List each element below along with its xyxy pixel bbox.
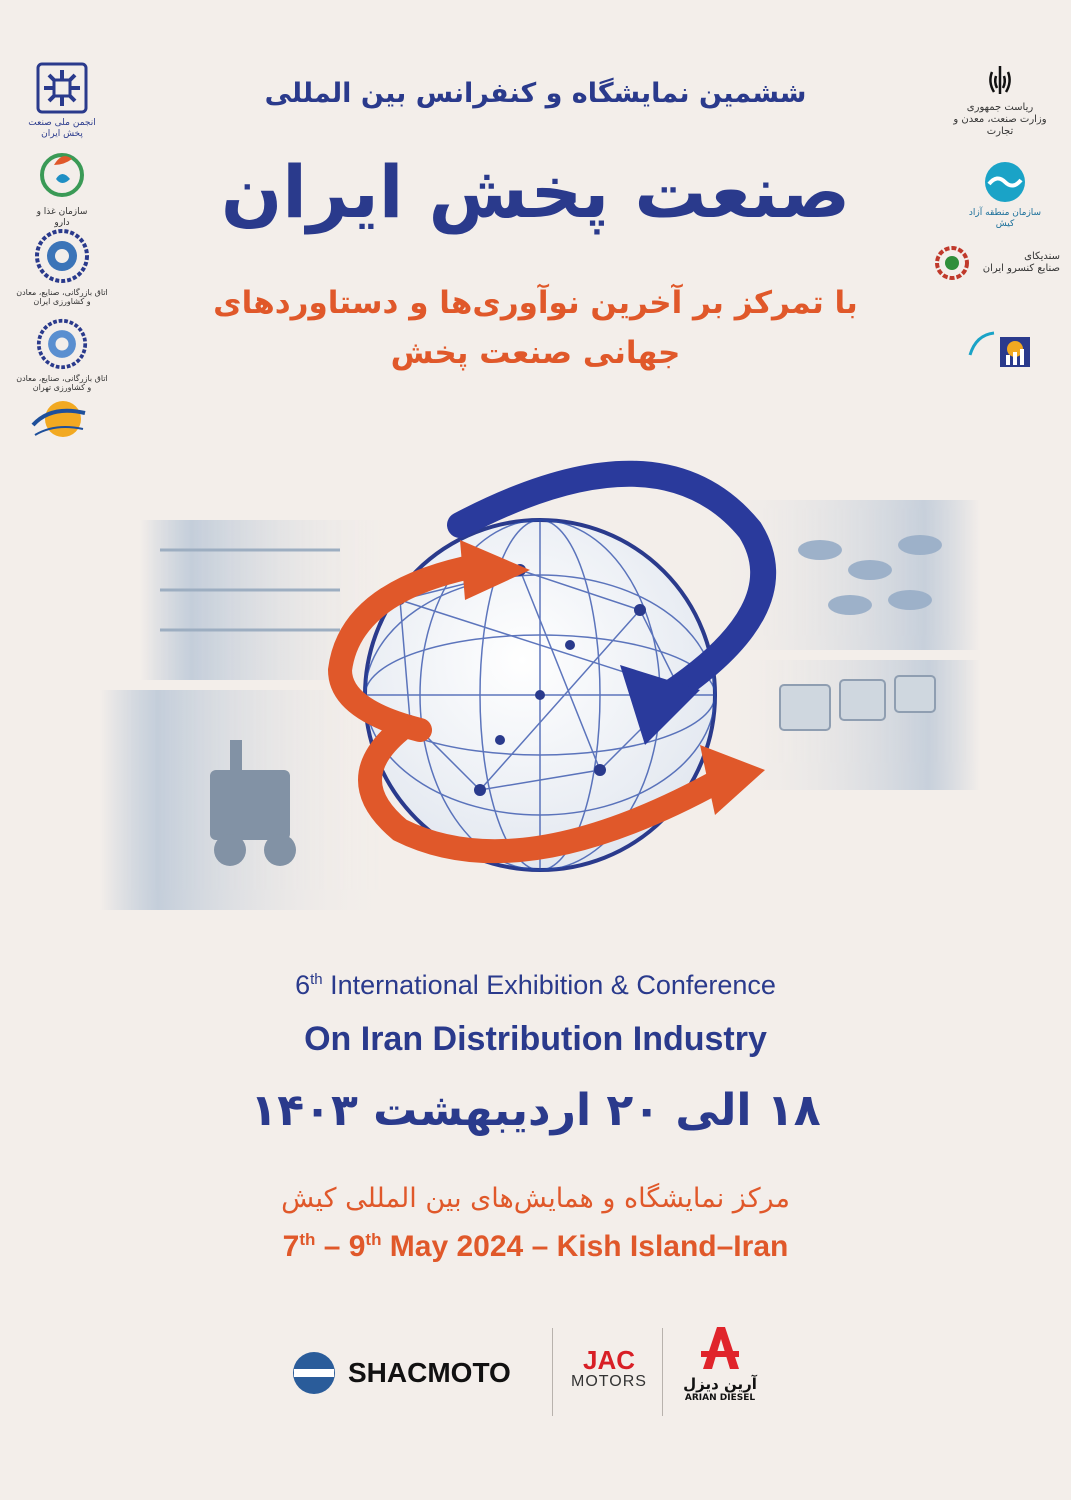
logo-caption: سازمان منطقه آزاد کیش: [968, 207, 1042, 229]
tagline-line-2: جهانی صنعت پخش: [390, 335, 681, 371]
jac-wordmark: JAC: [582, 1345, 635, 1375]
logo-caption: انجمن ملی صنعت پخش ایران: [28, 117, 96, 139]
kish-exhibition-logo: [24, 395, 94, 451]
iran-chamber-logo: [14, 228, 110, 307]
ordinal-number: 6: [295, 970, 311, 1000]
event-subtitle: ششمین نمایشگاه و کنفرانس بین المللی: [264, 78, 807, 109]
gear-badge-icon: [935, 246, 969, 280]
tehran-chamber-logo: [14, 318, 110, 393]
gear-seal-icon: [36, 318, 88, 370]
date-suffix-2: th: [365, 1230, 382, 1249]
gear-seal-icon: [34, 228, 90, 284]
wave-circle-icon: [983, 160, 1027, 204]
snowflake-emblem-icon: [36, 62, 88, 114]
date-suffix-1: th: [299, 1230, 316, 1249]
logo-caption: اتاق بازرگانی، صنایع، معادن و کشاورزی ایران: [16, 287, 108, 307]
kish-investment-logo: [965, 325, 1037, 377]
ministry-logo: [940, 62, 1060, 138]
logo-caption: سازمان غذا و دارو: [36, 206, 88, 228]
kish-free-zone-logo: [960, 160, 1050, 229]
sun-wave-icon: [29, 395, 89, 447]
tagline-line-1: با تمرکز بر آخرین نوآوری‌ها و دستاوردهای: [213, 285, 858, 321]
motors-wordmark: MOTORS: [571, 1373, 647, 1390]
english-subtitle: [0, 970, 1071, 1001]
ordinal-suffix: th: [310, 971, 323, 988]
arian-english-wordmark: ARIAN DIESEL: [684, 1393, 756, 1403]
english-title: On Iran Distribution Industry: [304, 1020, 767, 1058]
english-date: [0, 1230, 1071, 1264]
logo-caption-2: وزارت صنعت، معدن و تجارت: [953, 113, 1047, 137]
logo-caption: اتاق بازرگانی، صنایع، معادن و کشاورزی تهران: [16, 373, 108, 393]
leaf-circle-icon: [36, 145, 88, 203]
logo-caption-2: صنایع کنسرو ایران: [982, 263, 1060, 274]
globe-arrows-illustration: [100, 440, 980, 940]
national-association-logo: [22, 62, 102, 139]
sponsor-divider: [662, 1328, 663, 1416]
shacmoto-wordmark: SHACMOTO: [348, 1356, 511, 1388]
arian-a-icon: [697, 1325, 743, 1371]
date-rest: May 2024 – Kish Island–Iran: [381, 1230, 789, 1263]
arian-diesel-logo: [680, 1325, 760, 1420]
logo-caption-1: سندیکای: [1024, 251, 1060, 262]
event-title: صنعت پخش ایران: [220, 150, 851, 234]
shacmoto-logo: [290, 1325, 540, 1420]
food-drug-org-logo: [30, 145, 94, 228]
iran-emblem-icon: [984, 62, 1016, 98]
arian-persian-wordmark: آرین دیزل: [683, 1375, 757, 1393]
logo-caption-1: ریاست جمهوری: [966, 101, 1034, 113]
date-day-end: – 9: [315, 1230, 366, 1263]
canned-food-syndicate-logo: [935, 246, 1060, 280]
english-subtitle-text: International Exhibition & Conference: [322, 970, 776, 1000]
jac-motors-logo: [564, 1325, 654, 1442]
persian-date: ۱۸ الی ۲۰ اردیبهشت ۱۴۰۳: [250, 1085, 821, 1136]
shacmoto-emblem-icon: [290, 1349, 338, 1397]
venue-persian: مرکز نمایشگاه و همایش‌های بین المللی کیش: [281, 1183, 790, 1214]
date-day-start: 7: [282, 1230, 300, 1263]
chart-box-icon: [966, 325, 1036, 373]
sponsor-divider: [552, 1328, 553, 1416]
